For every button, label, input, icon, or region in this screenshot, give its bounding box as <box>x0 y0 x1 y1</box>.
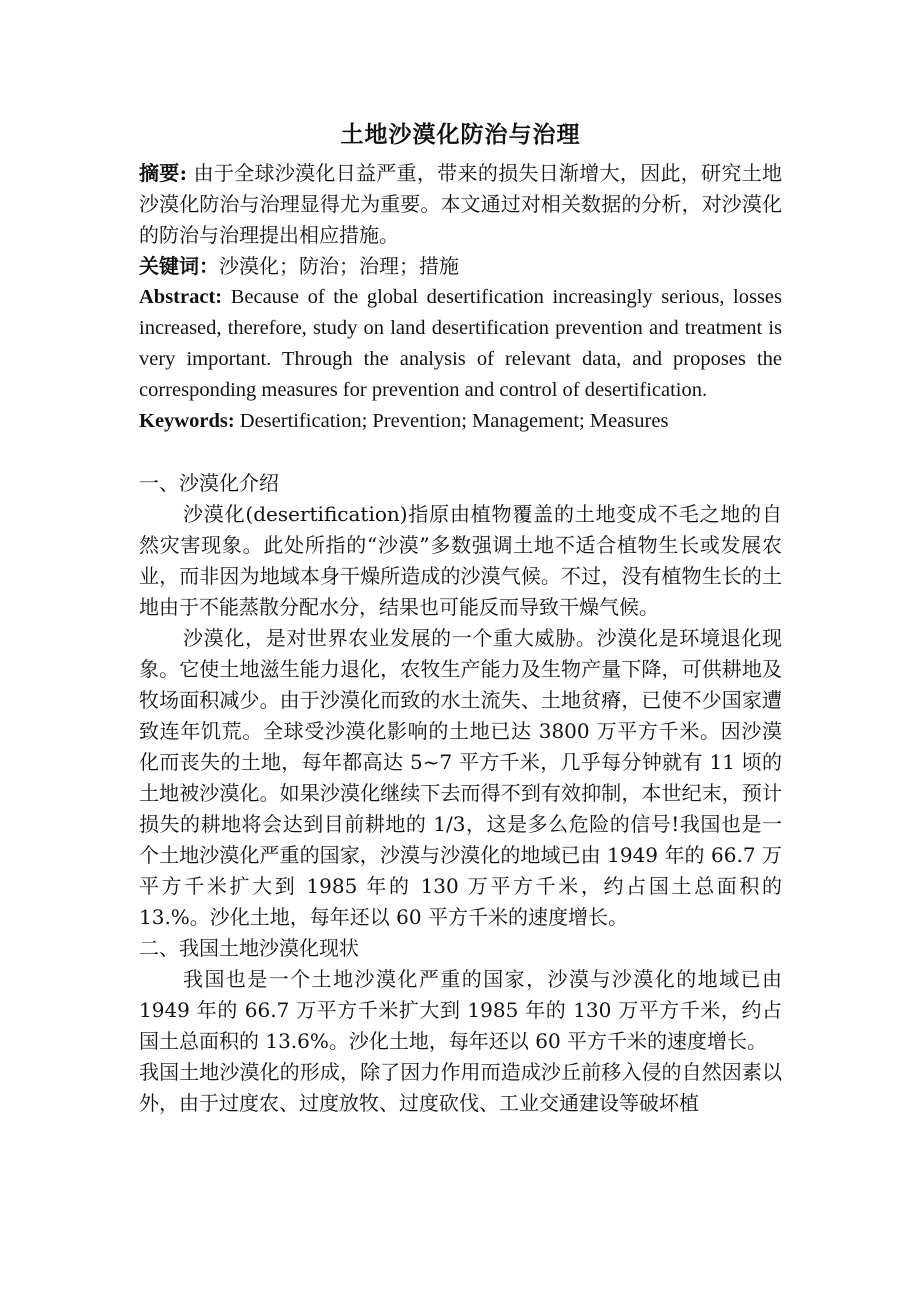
keywords-en-text: Desertification; Prevention; Management; Measures <box>239 410 669 432</box>
section-heading-1: 一、沙漠化介绍 <box>139 471 279 495</box>
abstract-cn-text: 由于全球沙漠化日益严重，带来的损失日渐增大，因此，研究土地沙漠化防治与治理显得尤为重要。本文通过对相关数据的分析，对沙漠化的防治与治理提出相应措施。 <box>139 161 782 247</box>
abstract-cn-label: 摘要: <box>139 161 187 185</box>
keywords-cn <box>139 251 782 282</box>
section-1-paragraph-1: 沙漠化(desertification)指原由植物覆盖的土地变成不毛之地的自然灾害现象。此处所指的“沙漠”多数强调土地不适合植物生长或发展农业，而非因为地域本身干燥所造成的沙漠气候。不过，没有植物生长的土地由于不能蒸散分配水分，结果也可能反而导致干燥气候。 <box>139 502 782 619</box>
abstract-en-label: Abstract: <box>139 286 223 308</box>
section-2-paragraph-1: 我国也是一个土地沙漠化严重的国家，沙漠与沙漠化的地域已由 1949 年的 66.7 万平方千米扩大到 1985 年的 130 万平方千米，约占国土总面积的 13.6%。沙化土地，每年还以 60 平方千米的速度增长。 <box>139 967 782 1053</box>
abstract-cn <box>139 158 782 251</box>
keywords-en <box>139 406 782 437</box>
keywords-en-label: Keywords: <box>139 410 235 432</box>
section-2-paragraph-2: 我国土地沙漠化的形成，除了因力作用而造成沙丘前移入侵的自然因素以外，由于过度农、过度放牧、过度砍伐、工业交通建设等破坏植 <box>139 1060 782 1115</box>
section-heading-2: 二、我国土地沙漠化现状 <box>139 936 359 960</box>
keywords-cn-label: 关键词： <box>139 254 219 278</box>
spacer <box>139 437 782 468</box>
keywords-cn-text: 沙漠化；防治；治理；措施 <box>219 254 459 278</box>
abstract-en <box>139 282 782 406</box>
document-page <box>139 118 782 1119</box>
abstract-en-text: Because of the global desertification increasingly serious, losses increased, therefore, study on land desertification prevention and treatment is very important. Through the analysis of relevant data, and proposes the corresponding measures for prevention and control of desertification. <box>139 286 783 401</box>
document-title: 土地沙漠化防治与治理 <box>340 121 581 148</box>
section-1-paragraph-2: 沙漠化，是对世界农业发展的一个重大威胁。沙漠化是环境退化现象。它使土地滋生能力退化，农牧生产能力及生物产量下降，可供耕地及牧场面积减少。由于沙漠化而致的水土流失、土地贫瘠，已使不少国家遭致连年饥荒。全球受沙漠化影响的土地已达 3800 万平方千米。因沙漠化而丧失的土地，每年都高达 5~7 平方千米，几乎每分钟就有 11 顷的土地被沙漠化。如果沙漠化继续下去而得不到有效抑制，本世纪末，预计损失的耕地将会达到目前耕地的 1/3，这是多么危险的信号!我国也是一个土地沙漠化严重的国家，沙漠与沙漠化的地域已由 1949 年的 66.7 万平方千米扩大到 1985 年的 130 万平方千米，约占国土总面积的 13.%。沙化土地，每年还以 60 平方千米的速度增长。 <box>139 626 782 929</box>
